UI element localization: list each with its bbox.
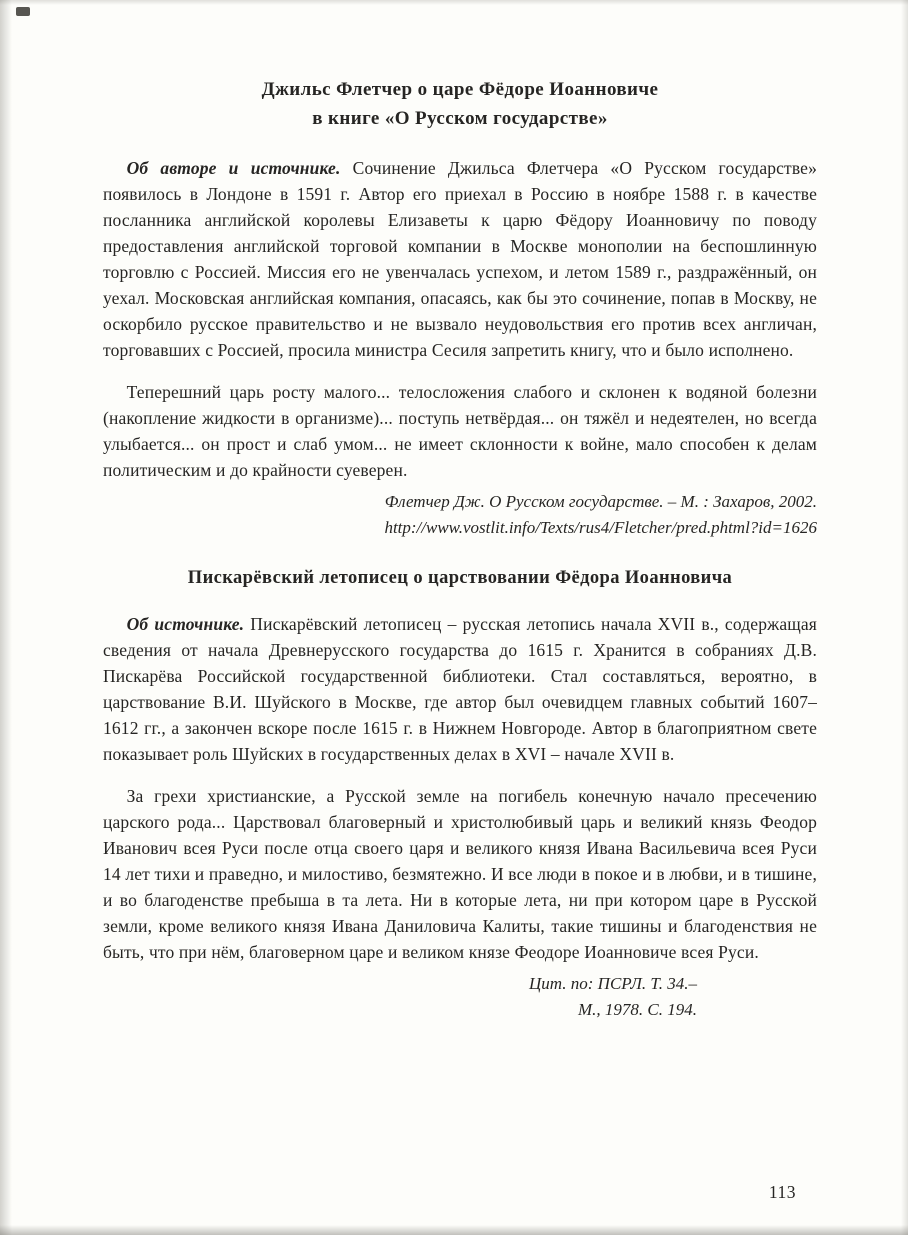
scan-edge-left bbox=[0, 0, 12, 1235]
section1-citation-url: http://www.vostlit.info/Texts/rus4/Fletcher/pred.phtml?id=1626 bbox=[384, 518, 817, 537]
section2-about-text: Пискарёвский летописец – русская летопись начала XVII в., содержащая сведения от начала Древнерусского государства до 1615 г. Хранится в собраниях Д.В. Пискарёва Российской государственной библиотеки. Стал составляться, вероятно, в царствование В.И. Шуйского в Москве, где автор был очевидцем главных событий 1607–1612 гг., а закончен вскоре после 1615 г. в Нижнем Новгороде. Автор в благоприятном свете показывает роль Шуйских в государственных делах в XVI – начале XVII в. bbox=[103, 613, 817, 764]
section1-title-line2: в книге «О Русском государстве» bbox=[312, 107, 608, 129]
page-number: 113 bbox=[768, 1182, 796, 1202]
section1-citation bbox=[103, 489, 817, 541]
section1-title-line1: Джильс Флетчер о царе Фёдоре Иоанновиче bbox=[261, 79, 659, 100]
section2-about-paragraph bbox=[103, 611, 817, 767]
section1-about-lead: Об авторе и источнике. bbox=[126, 158, 341, 178]
section2-citation bbox=[103, 971, 817, 1023]
section1-about-text: Сочинение Джильса Флетчера «О Русском государстве» появилось в Лондоне в 1591 г. Автор его приехал в Россию в ноябре 1588 г. в качестве посланника английской королевы Елизаветы к царю Фёдору Иоанновичу по поводу предоставления английской торговой компании в Москве монополии на беспошлинную торговлю с Россией. Миссия его не увенчалась успехом, и летом 1589 г., раздражённый, он уехал. Московская английская компания, опасаясь, как бы это сочинение, попав в Москву, не оскорбило русское правительство и не вызвало неудовольствия его против всех англичан, торговавших с Россией, просила министра Сесиля запретить книгу, что и было исполнено. bbox=[103, 158, 817, 360]
scan-corner-mark bbox=[16, 7, 30, 16]
scan-edge-top bbox=[0, 0, 908, 5]
section2-quote-paragraph: За грехи христианские, а Русской земле на погибель конечную начало пресечению царского рода... Царствовал благоверный и христолюбивый царь и великий князь Феодор Иванович всея Руси после отца своего царя и великого князя Ивана Васильевича всея Руси 14 лет тихи и праведно, и милостиво, безмятежно. И все люди в покое и в любви, и в тишине, и во благоденстве пребыша в та лета. Ни в которые лета, ни при котором царе в Русской земли, кроме великого князя Ивана Даниловича Калиты, такие тишины и благоденствия не быть, что при нём, благоверном царе и великом князе Феодоре Иоанновиче всея Руси. bbox=[103, 785, 817, 962]
page-content bbox=[103, 76, 817, 1023]
section1-title bbox=[103, 76, 817, 133]
section2-citation-line2: М., 1978. С. 194. bbox=[578, 999, 697, 1019]
scan-edge-right bbox=[901, 0, 908, 1235]
section1-citation-line1: Флетчер Дж. О Русском государстве. – М. : Захаров, 2002. bbox=[384, 492, 817, 511]
section1-about-paragraph bbox=[103, 155, 817, 363]
section1-quote-paragraph: Теперешний царь росту малого... телосложения слабого и склонен к водяной болезни (накопление жидкости в организме)... поступь нетвёрдая... он тяжёл и недеятелен, но всегда улыбается... он прост и слаб умом... не имеет склонности к войне, мало способен к делам политическим и до крайности суеверен. bbox=[103, 382, 817, 480]
section2-about-lead: Об источнике. bbox=[126, 613, 245, 634]
section2-title: Пискарёвский летописец о царствовании Фёдора Иоанновича bbox=[187, 568, 733, 588]
section2-citation-line1: Цит. по: ПСРЛ. Т. 34.– bbox=[529, 973, 697, 993]
scan-edge-bottom bbox=[0, 1225, 908, 1235]
